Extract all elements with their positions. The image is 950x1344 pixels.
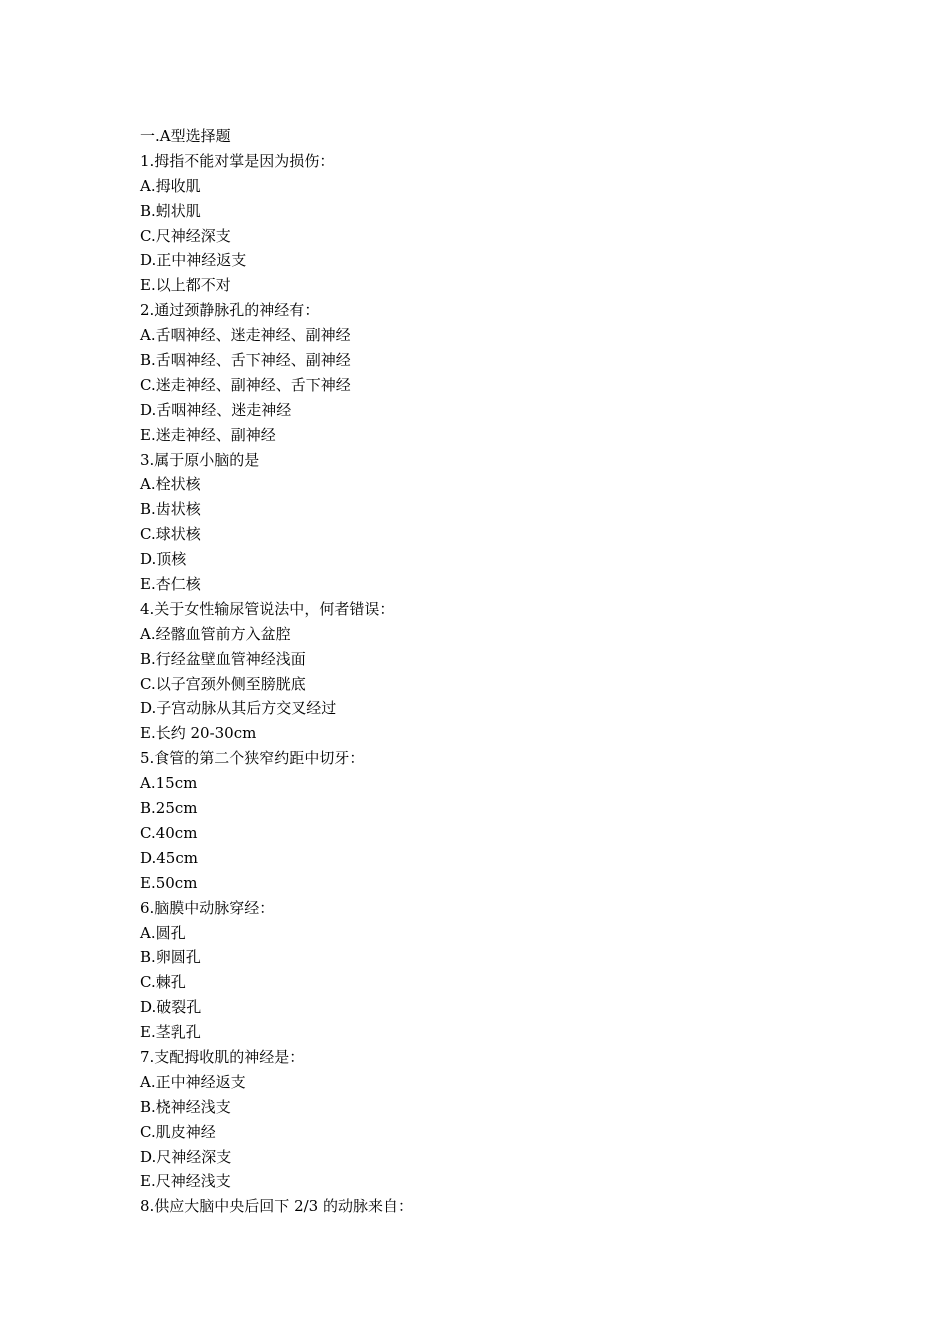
answer-option: A.舌咽神经、迷走神经、副神经 bbox=[140, 326, 351, 345]
answer-option: B.舌咽神经、舌下神经、副神经 bbox=[140, 351, 351, 370]
answer-option: D.舌咽神经、迷走神经 bbox=[140, 400, 292, 419]
answer-option: A.圆孔 bbox=[140, 923, 186, 942]
answer-option: D.子宫动脉从其后方交叉经过 bbox=[140, 699, 337, 718]
answer-option: A.拇收肌 bbox=[140, 176, 201, 195]
answer-option: C.肌皮神经 bbox=[140, 1122, 216, 1141]
answer-option: C.尺神经深支 bbox=[140, 226, 231, 245]
answer-option: A.15cm bbox=[140, 774, 198, 793]
answer-option: D.尺神经深支 bbox=[140, 1147, 232, 1166]
question-stem: 1.拇指不能对掌是因为损伤： bbox=[140, 151, 335, 170]
question-block bbox=[140, 896, 840, 1045]
document-body bbox=[140, 124, 840, 1219]
answer-option: C.40cm bbox=[140, 823, 198, 842]
answer-option: B.齿状核 bbox=[140, 500, 201, 519]
question-stem: 2.通过颈静脉孔的神经有： bbox=[140, 301, 320, 320]
answer-option: B.蚓状肌 bbox=[140, 201, 201, 220]
question-block bbox=[140, 746, 840, 895]
question-stem: 7.支配拇收肌的神经是： bbox=[140, 1047, 305, 1066]
answer-option: D.顶核 bbox=[140, 550, 187, 569]
question-stem: 6.脑膜中动脉穿经： bbox=[140, 898, 275, 917]
question-block bbox=[140, 597, 840, 746]
question-stem: 4.关于女性输尿管说法中，何者错误： bbox=[140, 599, 395, 618]
answer-option: A.栓状核 bbox=[140, 475, 201, 494]
question-block bbox=[140, 448, 840, 597]
answer-option: E.长约 20-30cm bbox=[140, 724, 257, 743]
answer-option: D.破裂孔 bbox=[140, 998, 202, 1017]
answer-option: B.桡神经浅支 bbox=[140, 1097, 231, 1116]
answer-option: E.迷走神经、副神经 bbox=[140, 425, 276, 444]
answer-option: E.茎乳孔 bbox=[140, 1023, 201, 1042]
question-stem: 8.供应大脑中央后回下 2/3 的动脉来自： bbox=[140, 1197, 413, 1216]
answer-option: A.经髂血管前方入盆腔 bbox=[140, 624, 291, 643]
answer-option: C.迷走神经、副神经、舌下神经 bbox=[140, 375, 351, 394]
answer-option: E.杏仁核 bbox=[140, 575, 201, 594]
answer-option: B.行经盆壁血管神经浅面 bbox=[140, 649, 306, 668]
answer-option: B.卵圆孔 bbox=[140, 948, 201, 967]
question-stem: 5.食管的第二个狭窄约距中切牙： bbox=[140, 749, 365, 768]
answer-option: D.正中神经返支 bbox=[140, 251, 247, 270]
question-block bbox=[140, 298, 840, 447]
answer-option: E.以上都不对 bbox=[140, 276, 231, 295]
answer-option: D.45cm bbox=[140, 848, 198, 867]
section-title: 一.A型选择题 bbox=[140, 127, 231, 145]
question-block bbox=[140, 1194, 840, 1219]
answer-option: E.尺神经浅支 bbox=[140, 1172, 231, 1191]
answer-option: C.以子宫颈外侧至膀胱底 bbox=[140, 674, 306, 693]
question-stem: 3.属于原小脑的是 bbox=[140, 450, 260, 469]
answer-option: B.25cm bbox=[140, 799, 198, 818]
answer-option: A.正中神经返支 bbox=[140, 1072, 246, 1091]
answer-option: C.棘孔 bbox=[140, 973, 186, 992]
question-block bbox=[140, 1045, 840, 1194]
question-list bbox=[140, 149, 840, 1219]
question-block bbox=[140, 149, 840, 298]
answer-option: E.50cm bbox=[140, 873, 198, 892]
answer-option: C.球状核 bbox=[140, 525, 201, 544]
